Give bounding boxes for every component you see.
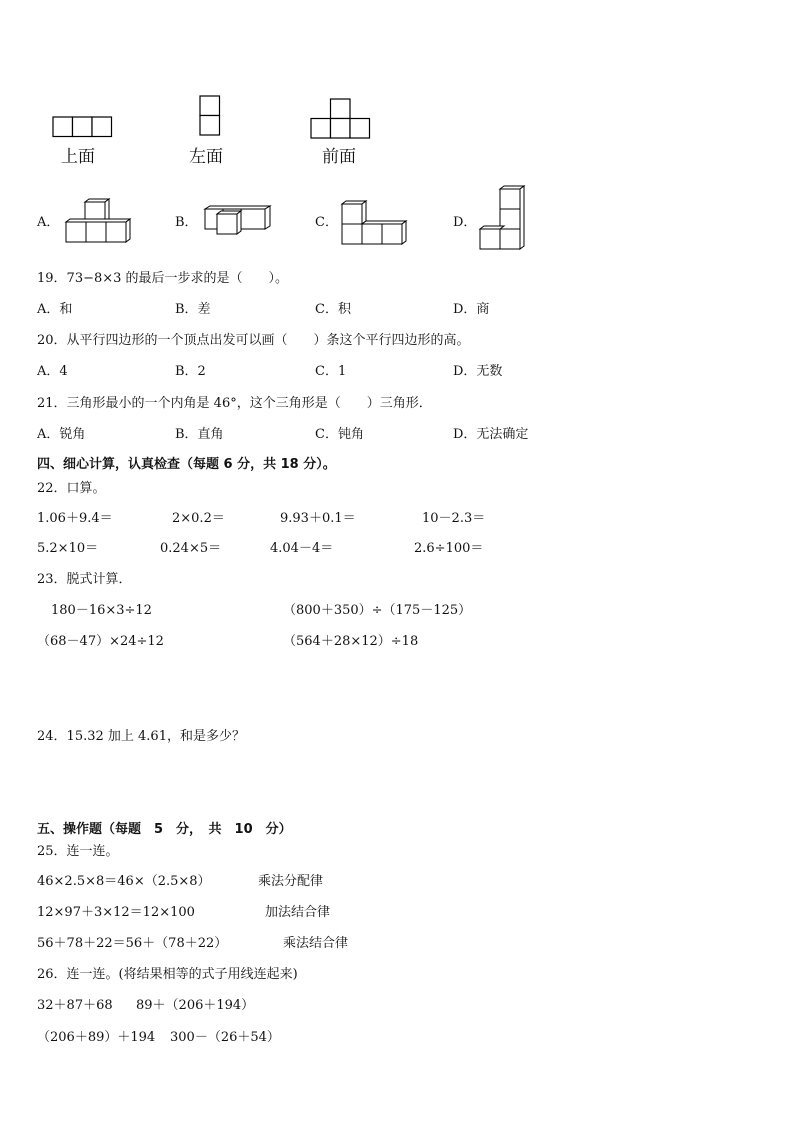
q26-row1-left: 32＋87＋68 — [37, 998, 113, 1013]
front-view-figure — [310, 98, 372, 140]
q25-left-2: 12×97＋3×12＝12×100 — [37, 905, 195, 920]
q23-stem: 23．脱式计算． — [37, 572, 132, 587]
section-5-title: 五、操作题（每题 5 分， 共 10 分） — [37, 822, 292, 837]
q25-stem: 25．连一连。 — [37, 844, 119, 859]
q20-option-c: C．1 — [315, 364, 347, 379]
q19-option-d: D．商 — [453, 302, 490, 317]
q22-row2-item-1: 5.2×10＝ — [37, 541, 99, 556]
top-view-label: 上面 — [61, 147, 95, 167]
q22-row2-item-4: 2.6÷100＝ — [414, 541, 484, 556]
q22-row2-item-3: 4.04－4＝ — [270, 541, 334, 556]
q18-option-d-figure — [478, 185, 528, 253]
q21-stem: 21．三角形最小的一个内角是 46°，这个三角形是（ ）三角形． — [37, 396, 432, 411]
q25-right-2: 加法结合律 — [265, 905, 331, 920]
q21-option-c: C．钝角 — [315, 427, 364, 442]
left-view-figure — [199, 95, 221, 137]
q18-option-b-label: B． — [175, 215, 198, 230]
q22-row1-item-3: 9.93＋0.1＝ — [280, 511, 356, 526]
q25-right-1: 乘法分配律 — [258, 874, 324, 889]
q20-option-b: B．2 — [175, 364, 206, 379]
q26-stem: 26．连一连。(将结果相等的式子用线连起来) — [37, 967, 298, 982]
q25-left-1: 46×2.5×8＝46×（2.5×8） — [37, 874, 211, 889]
q21-option-b: B．直角 — [175, 427, 224, 442]
q22-row1-item-1: 1.06＋9.4＝ — [37, 511, 113, 526]
q21-option-d: D．无法确定 — [453, 427, 529, 442]
q20-option-a: A．4 — [37, 364, 68, 379]
q18-option-a-label: A． — [37, 215, 60, 230]
q22-stem: 22．口算。 — [37, 481, 106, 496]
q24-stem: 24．15.32 加上 4.61，和是多少？ — [37, 729, 245, 744]
left-view-label: 左面 — [189, 147, 223, 167]
q26-row1-right: 89＋（206＋194） — [136, 998, 255, 1013]
q23-expression-4: （564＋28×12）÷18 — [283, 634, 419, 649]
q23-expression-3: （68－47）×24÷12 — [37, 634, 164, 649]
q18-option-a-figure — [64, 198, 136, 244]
q25-left-3: 56＋78＋22＝56＋（78＋22） — [37, 936, 228, 951]
q21-option-a: A．锐角 — [37, 427, 86, 442]
q22-row2-item-2: 0.24×5＝ — [160, 541, 222, 556]
q20-option-d: D．无数 — [453, 364, 503, 379]
q19-option-c: C．积 — [315, 302, 351, 317]
q26-row2-left: （206＋89）＋194 — [37, 1030, 156, 1045]
q18-option-c-label: C． — [315, 215, 338, 230]
q26-row2-right: 300－（26＋54） — [170, 1030, 280, 1045]
q18-option-b-figure — [202, 205, 274, 237]
front-view-label: 前面 — [322, 147, 356, 167]
q23-expression-2: （800＋350）÷（175－125） — [283, 603, 472, 618]
q18-option-d-label: D． — [453, 215, 477, 230]
q20-stem: 20．从平行四边形的一个顶点出发可以画（ ）条这个平行四边形的高。 — [37, 333, 470, 348]
q18-option-c-figure — [340, 200, 410, 246]
section-4-title: 四、细心计算，认真检查（每题 6 分，共 18 分）。 — [37, 457, 336, 472]
q19-option-a: A．和 — [37, 302, 73, 317]
q19-option-b: B．差 — [175, 302, 211, 317]
top-view-figure — [52, 116, 114, 138]
q19-stem: 19．73−8×3 的最后一步求的是（ ）。 — [37, 271, 289, 286]
q25-right-3: 乘法结合律 — [283, 936, 349, 951]
q22-row1-item-4: 10－2.3＝ — [422, 511, 486, 526]
q23-expression-1: 180－16×3÷12 — [51, 603, 152, 618]
q22-row1-item-2: 2×0.2＝ — [172, 511, 225, 526]
